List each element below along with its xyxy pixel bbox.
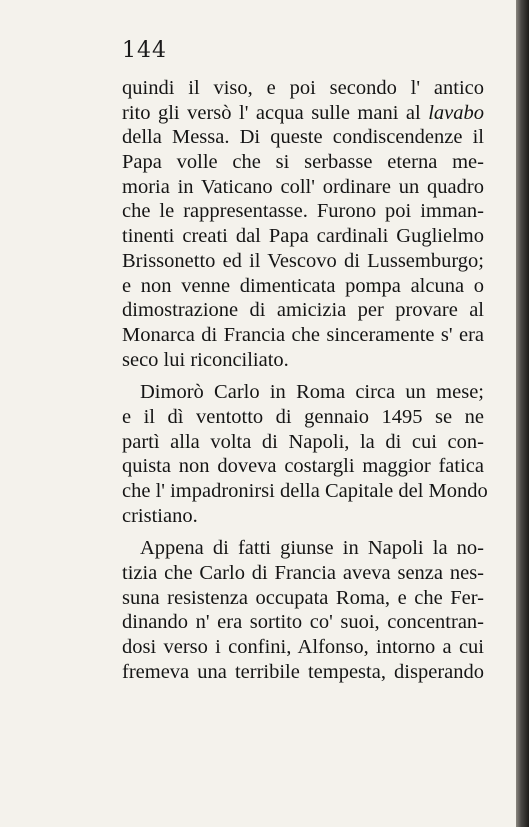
text-line: suna resistenza occupata Roma, e che Fer-	[122, 586, 484, 609]
text-line: tinenti creati dal Papa cardinali Guglielmo	[122, 225, 484, 248]
body-text	[122, 76, 488, 685]
paragraph-3	[122, 536, 484, 684]
text-line: dinando n' era sortito co' suoi, concentran-	[122, 611, 484, 634]
text-line: che le rappresentasse. Furono poi imman-	[122, 200, 484, 223]
book-binding-edge	[516, 0, 529, 827]
text-line: che l' impadronirsi della Capitale del Mondo	[122, 480, 488, 502]
text-line: seco lui riconciliato.	[122, 348, 289, 371]
text-line: dosi verso i confini, Alfonso, intorno a cui	[122, 636, 484, 659]
text-line-part: rito gli versò l' acqua sulle mani al	[122, 101, 429, 124]
text-line: partì alla volta di Napoli, la di cui con-	[122, 430, 484, 453]
text-line: Dimorò Carlo in Roma circa un mese;	[140, 381, 484, 404]
text-line: e non venne dimenticata pompa alcuna o	[122, 274, 484, 297]
text-line: e il dì ventotto di gennaio 1495 se ne	[122, 405, 484, 428]
italic-word: lavabo	[428, 101, 484, 124]
text-line: quindi il viso, e poi secondo l' antico	[122, 77, 484, 99]
text-line: Appena di fatti giunse in Napoli la no-	[140, 537, 484, 560]
text-line: fremeva una terribile tempesta, disperando	[122, 660, 484, 683]
text-line: cristiano.	[122, 504, 198, 527]
text-line: Papa volle che si serbasse eterna me-	[122, 151, 484, 174]
page-number: 144	[122, 38, 167, 63]
text-line: dimostrazione di amicizia per provare al	[122, 299, 484, 322]
paragraph-2	[122, 380, 488, 528]
paragraph-1	[122, 76, 484, 372]
text-line: della Messa. Di queste condiscendenze il	[122, 126, 484, 149]
text-line: Monarca di Francia che sinceramente s' era	[122, 323, 484, 346]
text-line: tizia che Carlo di Francia aveva senza nes-	[122, 562, 484, 585]
text-line	[122, 101, 484, 126]
text-line: quista non doveva costargli maggior fatica	[122, 455, 484, 478]
text-line: Brissonetto ed il Vescovo di Lussemburgo;	[122, 249, 484, 272]
text-line: moria in Vaticano coll' ordinare un quadro	[122, 175, 484, 198]
